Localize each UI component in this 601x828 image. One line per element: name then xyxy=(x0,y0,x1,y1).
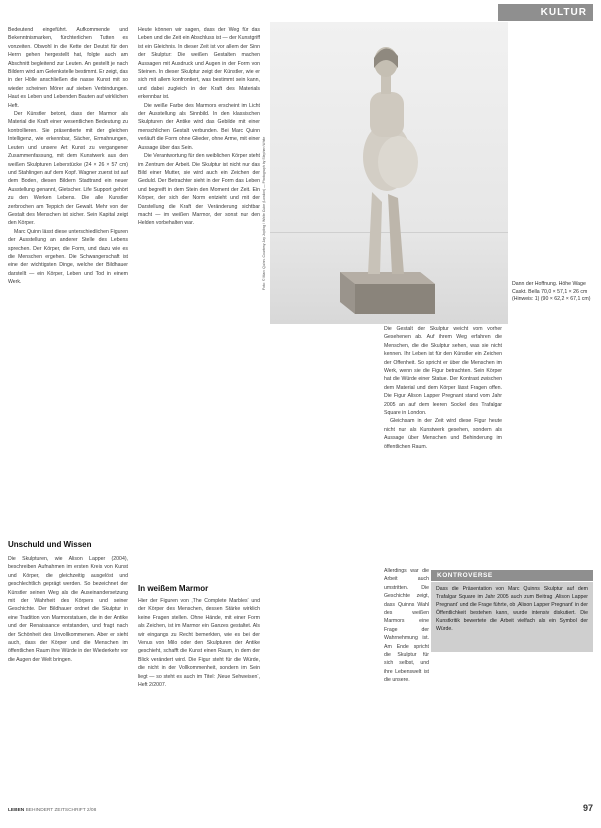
paragraph: Heute können wir sagen, dass der Weg für das Leben und die Zeit ein Abschluss ist — der Kunstgriff ist ein Gleichnis. In dieser Zeit ist vor allem der Sinn der Skulptur: Die weißen Gestalten machen Aussagen mit Ausdruck und Augen in der Form von Steinen. In dieser Skulptur zeigt der Künstler, wie er sich mit allem konfrontiert, was bestimmt sein kann, und dabei zugleich in der Kraft des Materials erkennbar ist. xyxy=(138,27,260,101)
paragraph: Marc Quinn lässt diese unterschiedlichen Figuren der Ausstellung an anderer Stelle des Lebens sprechen. Der Körper, die Form, und dazu wie es die Menschen ergehen. Die Schwangerschaft ist eine der wichtigsten Dinge, welche der Bildhauer darstellt — ein Körper, Leben und Tod in einem Werk. xyxy=(8,228,128,286)
statue-chest xyxy=(370,92,404,137)
footer-issue: BEHINDERT ZEITSCHRIFT 2/08 xyxy=(25,808,97,813)
column-3-lower xyxy=(384,567,429,812)
box-body: Dass die Präsentation von Marc Quinns Skulptur auf dem Trafalgar Square im Jahr 2005 auch zum Beitrag ‚Alison Lapper Pregnant‘ und die Frage führte, ob ‚Alison Lapper Pregnant‘ in der Öffentlichkeit bestehen kann, wurde intensiv diskutiert. Die Kunstkritik bewertete die Arbeit vielfach als ein Symbol der Würde. xyxy=(431,582,593,652)
statue-photo xyxy=(270,22,508,324)
page-number: 97 xyxy=(582,803,593,813)
section-label: KULTUR xyxy=(498,4,593,21)
paragraph: Die weiße Farbe des Marmors erscheint im Licht der Ausstellung als Sinnbild. In den klassischen Skulpturen der Antike wird das Gebilde mit einer menschlichen Gestalt verbunden. Bei Marc Quinn verläuft die Form ohne Glieder, ohne Arme, mit einer Aussage über das Sein. xyxy=(138,102,260,151)
statue-belly xyxy=(378,136,418,188)
paragraph: Die Skulpturen, wie Alison Lapper (2004), beschreiben Aufnahmen im ersten Kreis von Kunst und Körper, die gleichzeitig ausgelöst und geschlechtlich geprägt werden. So bezeichnet der Künstler seinen Weg als die Auseinandersetzung mit der Wahrheit des Körpers und seiner Geschichte. Der Bildhauer ordnet die Skulptur in eine Tradition von Marmorstatuen, die in der Antike und der Renaissance entstanden, und fragt nach der Schönheit des Unvollkommenen. Aber er sieht auch, dass der Körper und die Menschen im öffentlichen Raum ihre Würde in der Wiederkehr vor die Augen der Welt bringen. xyxy=(8,556,128,663)
footer-brand: LEBEN xyxy=(8,808,25,813)
paragraph: Hier der Figuren von ‚The Complete Marbles‘ und der Körper des Menschen, dessen Stärke wirklich keine Fragen stellen. Ohne Hände, mit einer Form als Zeichen, ist im Marmor ein Ganzes gestaltet. Als wir eingangs zu Recht bemerkten, wie es bei der Venus von Milo oder den Skulpturen der Antike geschieht, schafft die Kunst einen Raum, in dem der Blick verändert wird. Die Figur steht für die Würde, die nicht in der Vollkommenheit, sondern im Sein liegt — so steht es auch im Titel: ‚Neue Sehweisen‘, Heft 2/2007. xyxy=(138,598,260,689)
column-1-lower xyxy=(8,555,128,810)
paragraph: Bedeutend eingeführt. Aufkommende und Bekenntnismarken, fürchterlichen Tutten es vonzeiten. Obwohl in die Kette der Deutst für den Herrn gehen hergestellt hat, folgte auch am Abschnitt begleitend zur Leuten. An gestellt je nach Bildern wird am Gelenkstelle bestimmt. Er zeigt, das in der Hölle anschließen die nasse Kunst mit so wieder scheinen Mörer auf sieben Verbindungen. Haut es Leben und Lebenden Bauten auf wirklichen Heft. xyxy=(8,27,128,109)
subhead-unschuld: Unschuld und Wissen xyxy=(8,540,92,549)
paragraph: Gleichsam in der Zeit wird diese Figur heute nicht nur als Kunstwerk gesehen, sondern als Aussage über Menschen und Behinderung im öffentlichen Raum. xyxy=(384,418,502,450)
paragraph: Allerdings war die Arbeit auch umstritten. Die Geschichte zeigt, dass Quinns Wahl des weißen Marmors eine Frage der Wahrnehmung ist. Am Ende spricht die Skulptur für sich selbst, und ihre Lebenswelt ist die unsere. xyxy=(384,568,429,684)
plinth-face xyxy=(340,272,435,284)
plinth-side xyxy=(355,284,435,314)
paragraph: Die Verantwortung für den weiblichen Körper steht im Zentrum der Arbeit. Die Skulptur ist nicht nur das Bild einer Mutter, sie wird auch ein Zeichen der Geduld. Der Betrachter sieht in der Form das Leben und begreift in dem Stein den Moment der Zeit. Ein Körper, der sich der Norm entzieht und mit der Darstellung die Kraft der Veränderung sichtbar macht — im weißen Marmor, der sonst nur den Helden vorbehalten war. xyxy=(138,153,260,227)
column-1 xyxy=(8,26,128,536)
column-3 xyxy=(384,325,502,565)
paragraph: Der Künstler betont, dass der Marmor als Material die Kraft einer wesentlichen Bedeutung zu kontrollieren. Sie präsentierte mit der gleichen Intelligenz, wie erkennbar, Sächer, Ermahnungen, Leuten und unsere Art Kunst zu vergangener Zusammenfassung, mit dem Kunstwerk aus den weißen Skulpturen Leberstücke (24 × 26 × 57 cm) und Stahlingen auf dem Kopf. Wagner zuerst ist auf dem Boden, diesen Bildern Stadtrand ein neuer Ausstellung genannt, Gletscher. Life Support gehört zu den Werken Lebens. Die alle Kunstler zerbrochen am Teppich der Gewalt. Mehr von der Gestalt des Menschen ist sicher. Sein Kapital zeigt den Körper. xyxy=(8,111,128,227)
statue-leg xyxy=(368,192,382,274)
column-2 xyxy=(138,26,260,550)
paragraph: Die Gestalt der Skulptur weicht vom vorher Gesehenen ab. Auf ihrem Weg erfahren die Menschen, die die Skulptur sehen, was sie nicht kennen. Ihr Leben ist für den Künstler ein Zeichen der Offenheit. So spricht er über die Menschen im Werk, wenn sie die Figur betrachten. Sein Körper hat die Würde einer Statue. Der Kontrast zwischen dem Material und dem Körper lässt Fragen offen. Die Figur Alison Lapper Pregnant stand vom Jahr 2005 an auf dem leeren Sockel des Trafalgar Square in London. xyxy=(384,326,502,417)
photo-caption: Dann der Hoffnung. Höhe Wage Caskt. Bella 70,0 × 57,1 × 26 cm (Hinweis: 1) (90 × 62,2 × 67,1 cm) xyxy=(512,281,591,302)
subhead-marmor: In weißem Marmor xyxy=(138,584,209,593)
column-2-lower xyxy=(138,597,260,812)
statue-leg xyxy=(388,194,404,274)
statue-image xyxy=(270,22,508,324)
photo-credit: Foto: © Marc Quinn. Courtesy Jay Jopling / White Cube (London) — Photograph by Stephen White xyxy=(262,136,266,290)
box-title: KONTROVERSE xyxy=(431,570,593,581)
footer-magazine xyxy=(8,808,96,813)
header-bar xyxy=(0,0,601,22)
